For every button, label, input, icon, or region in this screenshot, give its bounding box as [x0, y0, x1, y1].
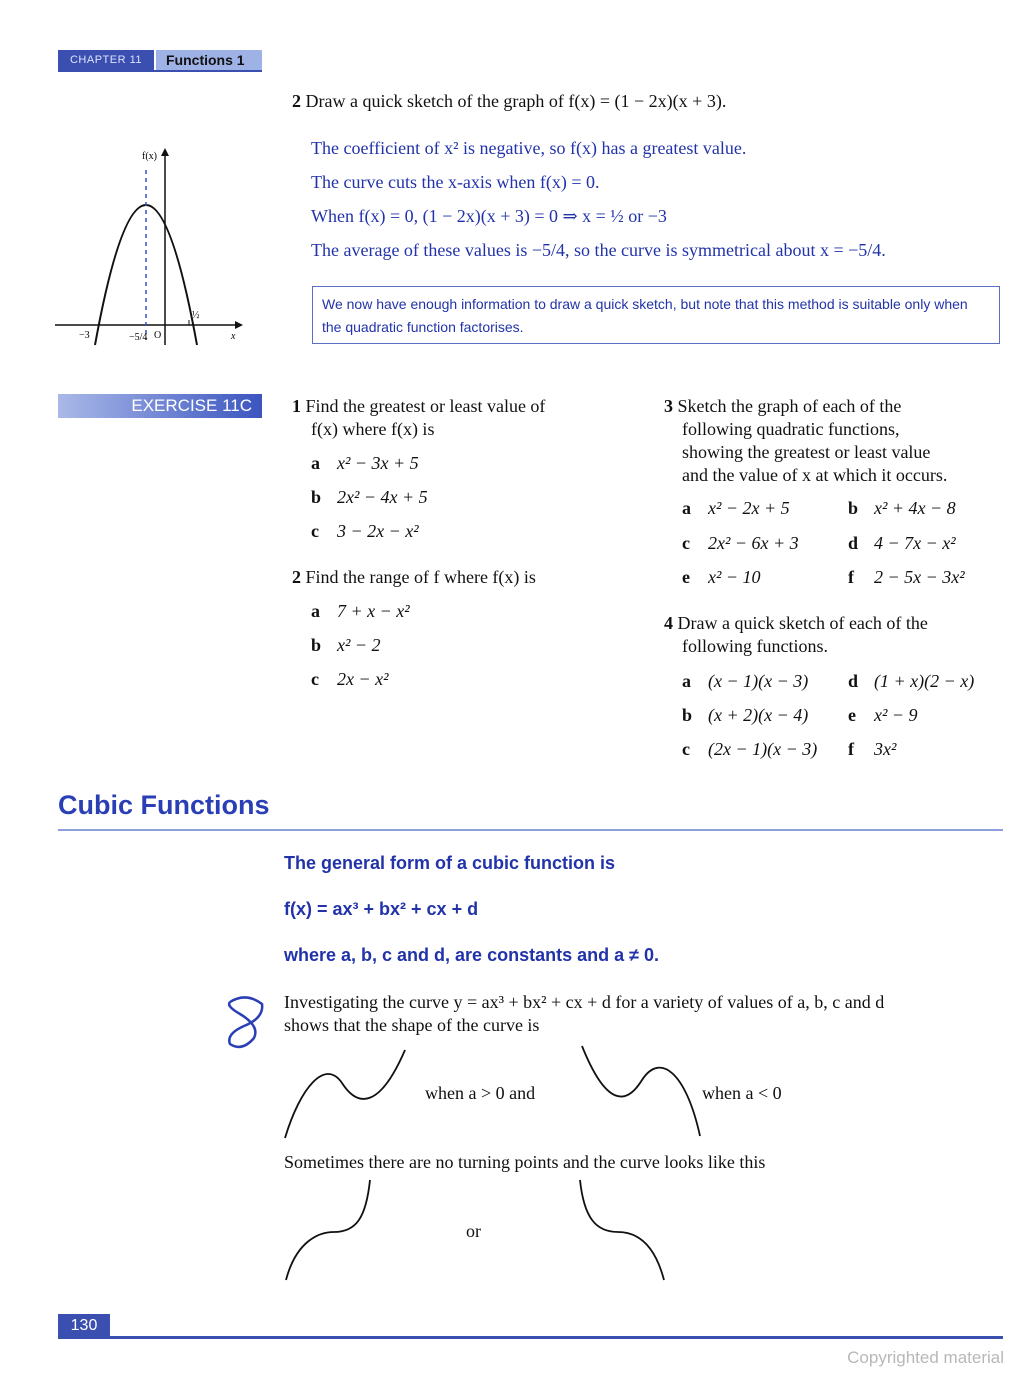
- exercise-title: EXERCISE 11C: [58, 394, 262, 418]
- q3-part-a: a x² − 2x + 5: [682, 498, 790, 518]
- definition-formula: f(x) = ax³ + bx² + cx + d: [284, 899, 479, 919]
- q4-text-1: 4 Draw a quick sketch of each of the: [664, 613, 928, 633]
- tick-half: ½: [192, 310, 200, 321]
- q3-part-c: c 2x² − 6x + 3: [682, 533, 799, 553]
- tick-neg3: −3: [79, 330, 90, 341]
- q3-part-e: e x² − 10: [682, 567, 761, 587]
- example-line-2: The curve cuts the x-axis when f(x) = 0.: [311, 172, 600, 192]
- y-axis-label: f(x): [142, 151, 157, 162]
- q3-part-d: d 4 − 7x − x²: [848, 533, 956, 553]
- cubic-decreasing-sketch: [574, 1178, 670, 1284]
- definition-line-1: The general form of a cubic function is: [284, 853, 616, 873]
- q2-part-a: a 7 + x − x²: [311, 601, 410, 621]
- cubic-positive-sketch: [280, 1048, 410, 1140]
- page-number: 130: [58, 1314, 110, 1338]
- q1-text: 1 Find the greatest or least value of: [292, 396, 546, 416]
- origin-label: O: [154, 330, 162, 341]
- when-a-positive: when a > 0 and: [425, 1083, 536, 1103]
- cubic-heading: Cubic Functions: [58, 790, 270, 820]
- definition-line-3: where a, b, c and d, are constants and a ≠ 0.: [284, 945, 659, 965]
- q3-text-3: showing the greatest or least value: [682, 442, 931, 462]
- example-line-3: When f(x) = 0, (1 − 2x)(x + 3) = 0 ⇒ x = ½ or −3: [311, 206, 667, 226]
- q4-part-d: d (1 + x)(2 − x): [848, 671, 975, 691]
- q4-part-f: f 3x²: [848, 739, 897, 759]
- chapter-label: CHAPTER 11: [58, 50, 154, 70]
- note-box: We now have enough information to draw a quick sketch, but note that this method is suitable only when the quadratic function factorises.: [312, 286, 1000, 344]
- q3-text-1: 3 Sketch the graph of each of the: [664, 396, 902, 416]
- q1-part-c: c 3 − 2x − x²: [311, 521, 419, 541]
- or-text: or: [466, 1221, 481, 1241]
- header-rule: [58, 70, 262, 72]
- q3-part-b: b x² + 4x − 8: [848, 498, 956, 518]
- x-axis-arrow-icon: [235, 321, 243, 329]
- q2-part-b: b x² − 2: [311, 635, 381, 655]
- tick-neg-five-quarters: −5/4: [129, 332, 148, 343]
- investigation-line-1: Investigating the curve y = ax³ + bx² + cx + d for a variety of values of a, b, c and d: [284, 992, 885, 1012]
- q4-text-2: following functions.: [682, 636, 828, 656]
- q3-text-4: and the value of x at which it occurs.: [682, 465, 948, 485]
- investigation-icon: [222, 994, 270, 1050]
- heading-rule: [58, 829, 1003, 831]
- q4-part-b: b (x + 2)(x − 4): [682, 705, 809, 725]
- section-label: Functions 1: [156, 50, 262, 70]
- no-turning-text: Sometimes there are no turning points and the curve looks like this: [284, 1152, 766, 1172]
- quadratic-graph: [55, 140, 255, 350]
- q3-text-2: following quadratic functions,: [682, 419, 900, 439]
- investigation-line-2: shows that the shape of the curve is: [284, 1015, 540, 1035]
- example-line-4: The average of these values is −5/4, so the curve is symmetrical about x = −5/4.: [311, 240, 886, 260]
- when-a-negative: when a < 0: [702, 1083, 782, 1103]
- cubic-increasing-sketch: [282, 1178, 378, 1284]
- q4-part-c: c (2x − 1)(x − 3): [682, 739, 818, 759]
- q1-text-2: f(x) where f(x) is: [311, 419, 435, 439]
- copyright-notice: Copyrighted material: [847, 1348, 1004, 1367]
- example-line-1: The coefficient of x² is negative, so f(x) has a greatest value.: [311, 138, 747, 158]
- q2-part-c: c 2x − x²: [311, 669, 389, 689]
- cubic-negative-sketch: [578, 1044, 706, 1140]
- q4-part-a: a (x − 1)(x − 3): [682, 671, 809, 691]
- q3-part-f: f 2 − 5x − 3x²: [848, 567, 965, 587]
- q2-text: 2 Find the range of f where f(x) is: [292, 567, 536, 587]
- q4-part-e: e x² − 9: [848, 705, 918, 725]
- footer-rule: [58, 1336, 1003, 1339]
- x-axis-label: x: [231, 331, 236, 342]
- y-axis-arrow-icon: [161, 148, 169, 156]
- q1-part-b: b 2x² − 4x + 5: [311, 487, 428, 507]
- q1-part-a: a x² − 3x + 5: [311, 453, 419, 473]
- example-question: 2 Draw a quick sketch of the graph of f(x) = (1 − 2x)(x + 3).: [292, 91, 727, 111]
